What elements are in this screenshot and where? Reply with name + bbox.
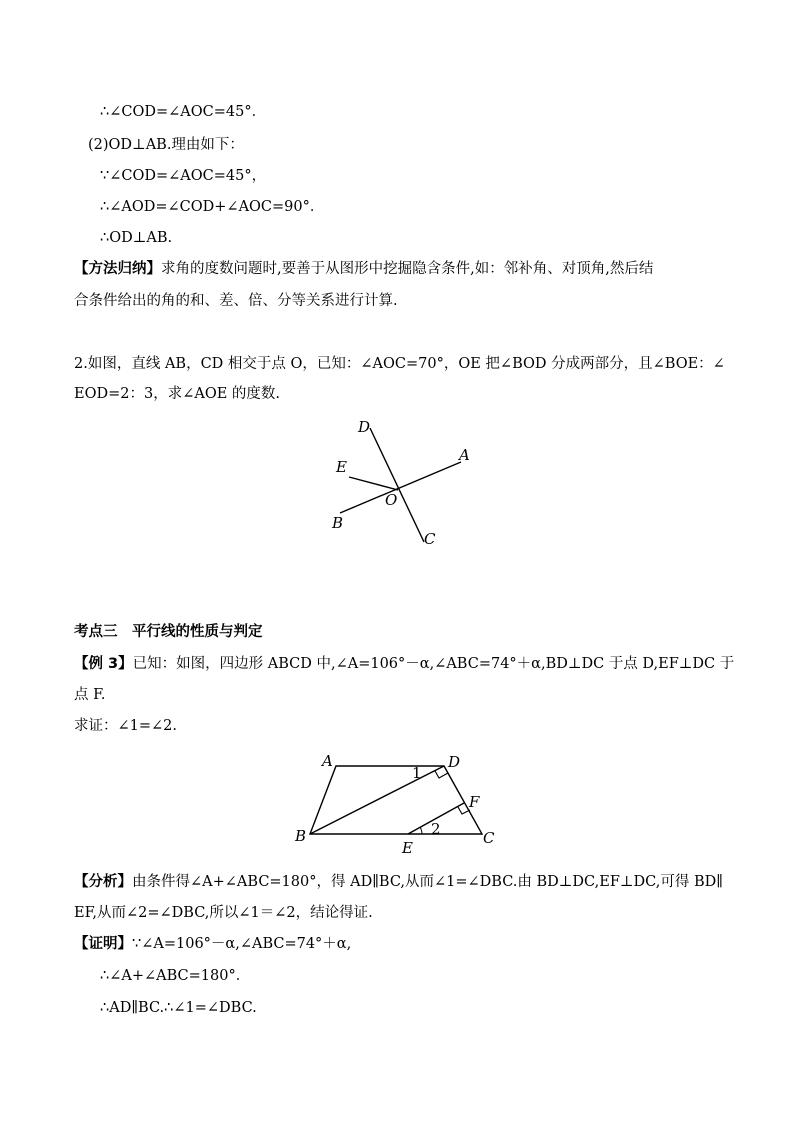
label-a: A xyxy=(322,752,333,770)
question-2-line-2: EOD=2：3，求∠AOE 的度数. xyxy=(74,386,281,402)
example-3-label: 【例 3】 xyxy=(74,656,133,672)
label-o: O xyxy=(385,491,398,509)
analysis-text-2: EF,从而∠2=∠DBC,所以∠1＝∠2，结论得证. xyxy=(74,905,373,921)
line-ab xyxy=(340,462,461,513)
angle-label-1: 1 xyxy=(412,764,422,782)
analysis-text-1: 由条件得∠A+∠ABC=180°，得 AD∥BC,从而∠1=∠DBC.由 BD⊥DC,EF⊥DC,可得 BD∥ xyxy=(132,874,723,890)
method-summary xyxy=(74,259,653,279)
quad-abcd xyxy=(310,766,482,834)
label-b: B xyxy=(332,514,344,532)
example-3-text-3: 求证：∠1=∠2. xyxy=(74,718,178,734)
text-line-3: ∵∠COD=∠AOC=45°， xyxy=(100,168,267,184)
text-line-4: ∴∠AOD=∠COD+∠AOC=90°． xyxy=(100,199,325,215)
section-title: 考点三 平行线的性质与判定 xyxy=(74,624,263,640)
proof-text-1: ∵∠A=106°－α,∠ABC=74°＋α, xyxy=(132,936,352,952)
text-line-5: ∴OD⊥AB. xyxy=(100,230,173,246)
example-3 xyxy=(74,654,734,674)
label-c: C xyxy=(483,829,495,847)
question-2-line-1: 2.如图，直线 AB，CD 相交于点 O，已知：∠AOC=70°，OE 把∠BOD 分成两部分，且∠BOE：∠ xyxy=(74,356,725,372)
label-a: A xyxy=(459,446,470,464)
method-label: 【方法归纳】 xyxy=(74,261,161,277)
example-3-text-2: 点 F. xyxy=(74,687,106,703)
angle-arc-2 xyxy=(420,827,422,834)
proof-text-2: ∴∠A+∠ABC=180°． xyxy=(100,968,251,984)
label-b: B xyxy=(295,827,307,845)
label-d: D xyxy=(358,418,371,436)
label-d: D xyxy=(448,753,461,771)
proof-label: 【证明】 xyxy=(74,936,132,952)
analysis xyxy=(74,872,723,892)
proof-text-3: ∴AD∥BC.∴∠1=∠DBC. xyxy=(100,1000,257,1016)
method-text-1: 求角的度数问题时,要善于从图形中挖掘隐含条件,如：邻补角、对顶角,然后结 xyxy=(161,261,654,277)
angle-label-2: 2 xyxy=(431,820,441,838)
right-angle-d xyxy=(435,771,448,778)
figure-intersecting-lines xyxy=(320,410,480,555)
analysis-label: 【分析】 xyxy=(74,874,132,890)
label-f: F xyxy=(469,793,480,811)
label-e: E xyxy=(402,839,413,857)
method-text-2: 合条件给出的角的和、差、倍、分等关系进行计算. xyxy=(74,293,398,309)
label-e: E xyxy=(336,458,347,476)
example-3-text-1: 已知：如图，四边形 ABCD 中,∠A=106°－α,∠ABC=74°＋α,BD⊥DC 于点 D,EF⊥DC 于 xyxy=(132,656,735,672)
ray-oe xyxy=(349,477,398,490)
figure-quadrilateral xyxy=(290,748,510,858)
proof xyxy=(74,934,351,954)
diagonal-bd xyxy=(310,766,444,834)
label-c: C xyxy=(424,530,436,548)
text-line-1: ∴∠COD=∠AOC=45°． xyxy=(100,104,267,120)
text-line-2: (2)OD⊥AB.理由如下： xyxy=(88,137,244,153)
